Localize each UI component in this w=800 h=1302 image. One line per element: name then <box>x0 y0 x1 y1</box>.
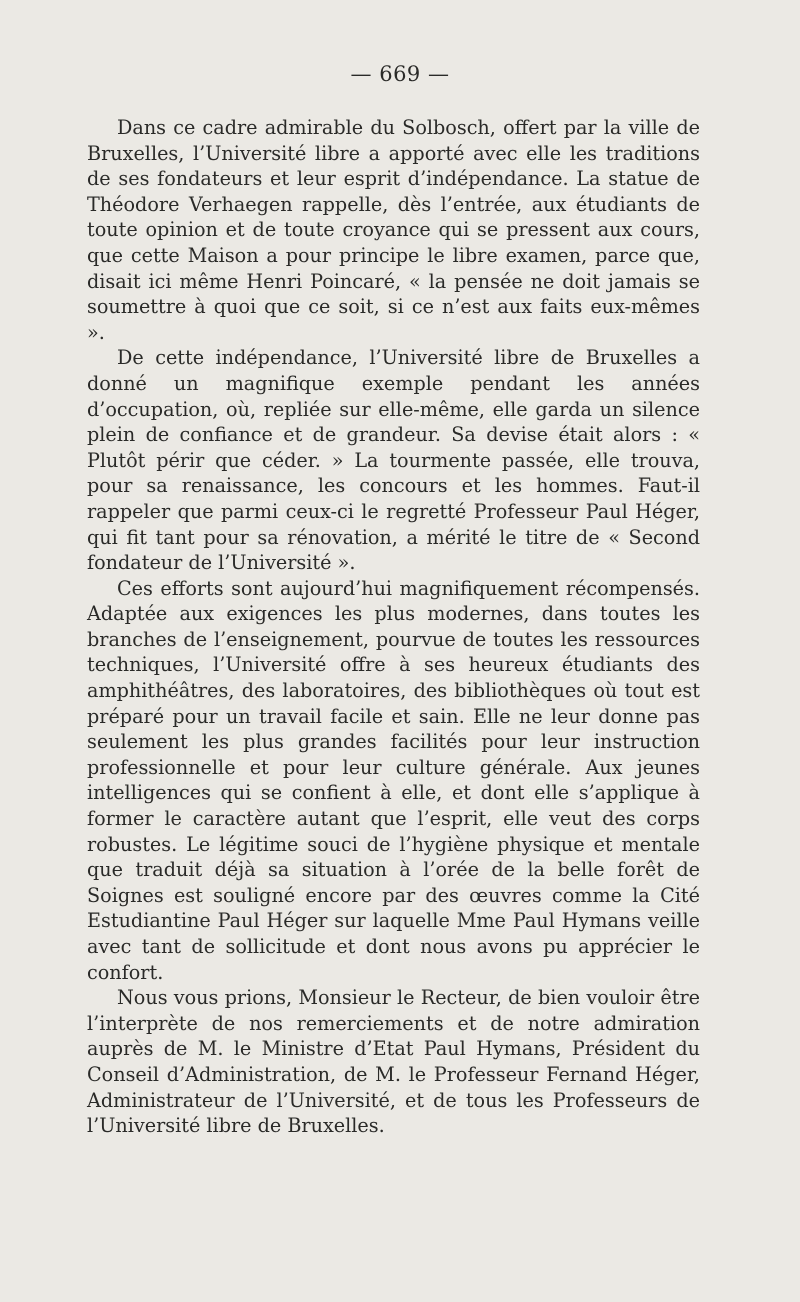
paragraph-1: Dans ce cadre admirable du Solbosch, offert par la ville de Bruxelles, l’Université libre a apporté avec elle les traditions de ses fondateurs et leur esprit d’indépendance. La statue de Théodore Verhaegen rappelle, dès l’entrée, aux étudiants de toute opinion et de toute croyance qui se pressent aux cours, que cette Maison a pour principe le libre examen, parce que, disait ici même Henri Poincaré, « la pensée ne doit jamais se soumettre à quoi que ce soit, si ce n’est aux faits eux-mêmes ». <box>87 116 700 344</box>
paragraph-3: Ces efforts sont aujourd’hui magnifiquement récompensés. Adaptée aux exigences les plus modernes, dans toutes les branches de l’enseignement, pourvue de toutes les ressources techniques, l’Université offre à ses heureux étudiants des amphithéâtres, des laboratoires, des bibliothèques où tout est préparé pour un travail facile et sain. Elle ne leur donne pas seulement les plus grandes facilités pour leur instruction professionnelle et pour leur culture générale. Aux jeunes intelligences qui se confient à elle, et dont elle s’applique à former le caractère autant que l’esprit, elle veut des corps robustes. Le légitime souci de l’hygiène physique et mentale que traduit déjà sa situation à l’orée de la belle forêt de Soignes est souligné encore par des œuvres comme la Cité Estudiantine Paul Héger sur laquelle Mme Paul Hymans veille avec tant de sollicitude et dont nous avons pu apprécier le confort. <box>87 576 700 984</box>
page-number: — 669 — <box>350 62 450 86</box>
paragraph-2: De cette indépendance, l’Université libre de Bruxelles a donné un magnifique exemple pendant les années d’occupation, où, repliée sur elle-même, elle garda un silence plein de confiance et de grandeur. Sa devise était alors : « Plutôt périr que céder. » La tourmente passée, elle trouva, pour sa renaissance, les concours et les hommes. Faut-il rappeler que parmi ceux-ci le regretté Professeur Paul Héger, qui fit tant pour sa rénovation, a mérité le titre de « Second fondateur de l’Université ». <box>87 346 700 575</box>
paragraph-4: Nous vous prions, Monsieur le Recteur, de bien vouloir être l’interprète de nos remerciements et de notre admiration auprès de M. le Ministre d’Etat Paul Hymans, Président du Conseil d’Administration, de M. le Professeur Fernand Héger, Administrateur de l’Université, et de tous les Professeurs de l’Université libre de Bruxelles. <box>87 986 700 1138</box>
body-text <box>87 115 700 1139</box>
